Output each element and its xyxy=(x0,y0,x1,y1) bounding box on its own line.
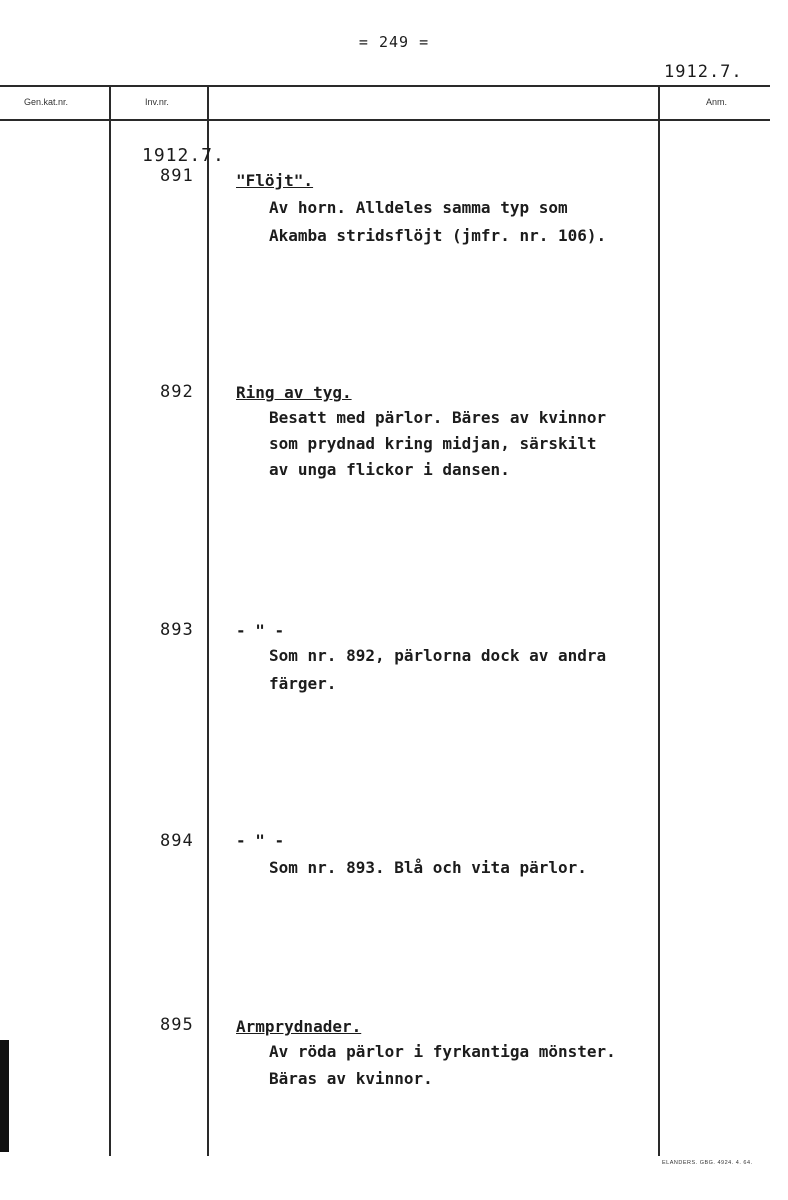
scan-edge-bar xyxy=(0,1040,9,1152)
entry-description-line: av unga flickor i dansen. xyxy=(269,460,510,479)
year-header-right: 1912.7. xyxy=(664,62,743,82)
entry-description-line: Av röda pärlor i fyrkantiga mönster. xyxy=(269,1042,616,1061)
entry-description-line: Som nr. 892, pärlorna dock av andra xyxy=(269,646,607,665)
entry-title: Armprydnader. xyxy=(236,1017,362,1036)
entry-description-line: Av horn. Alldeles samma typ som xyxy=(269,198,568,217)
entry-title: - " - xyxy=(236,621,285,640)
inventory-number: 894 xyxy=(160,831,194,851)
printer-imprint: ELANDERS. GBG. 4924. 4. 64. xyxy=(662,1160,753,1166)
inventory-number: 895 xyxy=(160,1015,194,1035)
year-label: 1912.7. xyxy=(142,145,225,166)
inventory-number: 891 xyxy=(160,166,194,186)
entry-description-line: Akamba stridsflöjt (jmfr. nr. 106). xyxy=(269,226,607,245)
column-divider-inv xyxy=(207,86,209,1156)
column-divider-anm xyxy=(658,86,660,1156)
header-rule-bottom xyxy=(0,119,770,121)
entry-description-line: Som nr. 893. Blå och vita pärlor. xyxy=(269,858,587,877)
inventory-number: 893 xyxy=(160,620,194,640)
entry-title: Ring av tyg. xyxy=(236,383,352,402)
entry-title: - " - xyxy=(236,831,285,850)
column-divider-gen-kat xyxy=(109,86,111,1156)
entry-description-line: Bäras av kvinnor. xyxy=(269,1069,433,1088)
page-number: = 249 = xyxy=(358,33,430,51)
column-header-anm: Anm. xyxy=(706,97,728,107)
entry-description-line: Besatt med pärlor. Bäres av kvinnor xyxy=(269,408,607,427)
column-header-inv: Inv.nr. xyxy=(145,97,169,107)
header-rule-top xyxy=(0,85,770,87)
inventory-number: 892 xyxy=(160,382,194,402)
entry-description-line: färger. xyxy=(269,674,337,693)
entry-title: "Flöjt". xyxy=(236,171,314,190)
entry-description-line: som prydnad kring midjan, särskilt xyxy=(269,434,597,453)
column-header-gen-kat: Gen.kat.nr. xyxy=(24,97,69,107)
